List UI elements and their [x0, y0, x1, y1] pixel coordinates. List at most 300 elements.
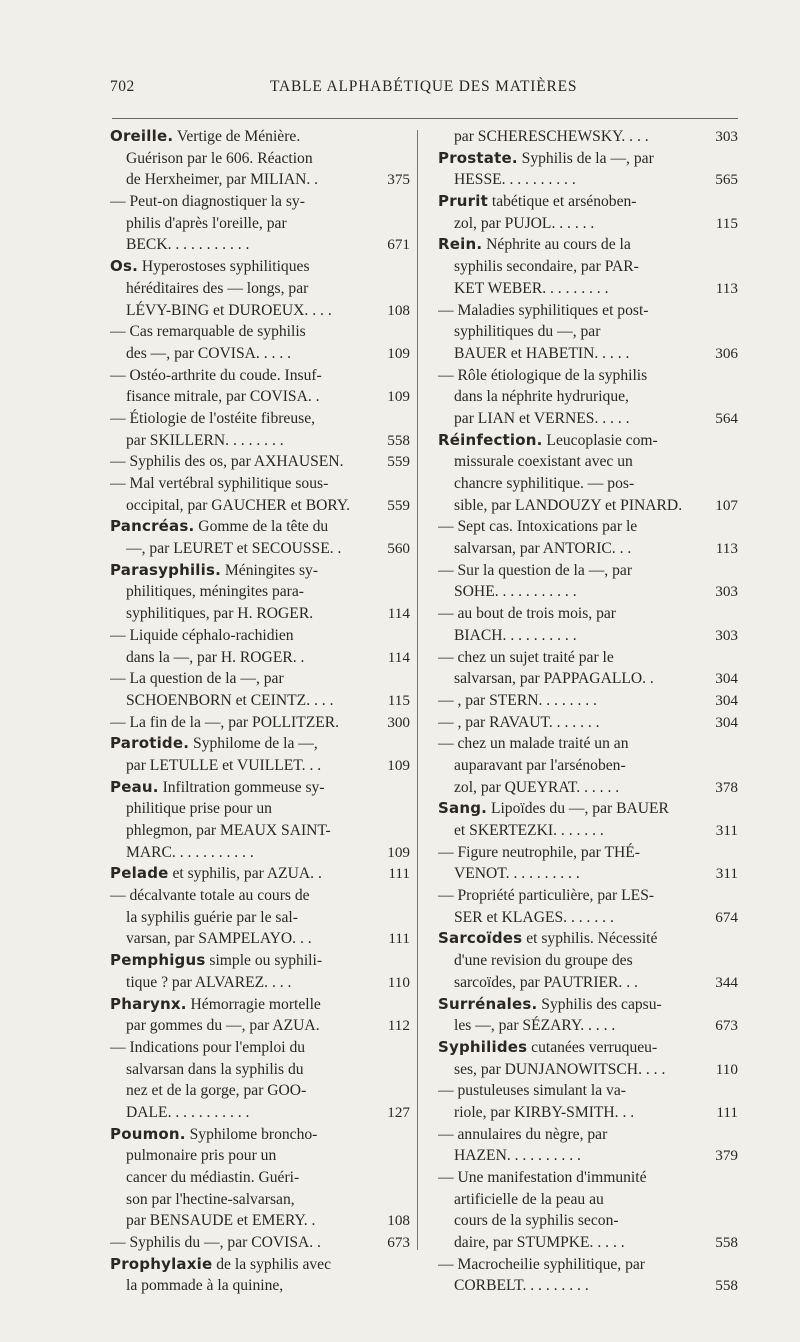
index-entry — [438, 994, 738, 1037]
index-entry — [110, 191, 410, 256]
page-reference: 111 — [388, 930, 410, 948]
index-line — [110, 733, 410, 755]
index-line — [110, 777, 410, 799]
entry-keyword: Syphilides — [438, 1037, 528, 1056]
index-line — [438, 712, 738, 734]
index-line — [438, 560, 738, 582]
page-reference: 379 — [715, 1147, 738, 1165]
index-line — [438, 126, 738, 148]
index-line — [110, 603, 410, 625]
page-reference: 110 — [387, 973, 410, 991]
entry-text: — Propriété particulière, par LES- — [438, 887, 655, 905]
entry-text: —, par LEURET et SECOUSSE. . — [126, 540, 342, 558]
entry-text: zol, par QUEYRAT. . . . . . — [454, 778, 620, 796]
index-line — [438, 516, 738, 538]
index-line — [110, 1015, 410, 1037]
entry-text: SER et KLAGES. . . . . . . — [454, 908, 614, 926]
entry-text: — Sept cas. Intoxications par le — [438, 518, 638, 536]
running-title: TABLE ALPHABÉTIQUE DES MATIÈRES — [270, 78, 578, 95]
index-line — [438, 300, 738, 322]
entry-text: Hémorragie mortelle — [186, 995, 321, 1013]
index-entry — [438, 733, 738, 798]
entry-text: Vertige de Ménière. — [173, 128, 301, 145]
entry-keyword: Os. — [110, 257, 138, 276]
index-entry — [110, 126, 410, 191]
entry-keyword: Prostate. — [438, 148, 518, 167]
entry-text: — Liquide céphalo-rachidien — [110, 626, 294, 644]
index-line — [110, 191, 410, 213]
index-line — [438, 365, 738, 387]
index-entry — [438, 1080, 738, 1123]
index-line — [438, 733, 738, 755]
index-entry — [438, 885, 738, 928]
index-line — [110, 408, 410, 430]
entry-text: BAUER et HABETIN. . . . . — [454, 344, 630, 362]
entry-text: occipital, par GAUCHER et BORY. — [126, 496, 351, 514]
index-line — [110, 386, 410, 408]
index-line — [110, 300, 410, 322]
entry-text: — pustuleuses simulant la va- — [438, 1082, 626, 1100]
entry-text: — au bout de trois mois, par — [438, 605, 617, 623]
index-line — [110, 581, 410, 603]
index-line — [110, 712, 410, 734]
page-reference: 115 — [387, 691, 410, 709]
page-reference: 109 — [387, 843, 410, 861]
index-entry — [110, 451, 410, 473]
entry-text: Infiltration gommeuse sy- — [158, 778, 325, 796]
page-reference: 111 — [716, 1103, 738, 1121]
entry-text: — , par STERN. . . . . . . . — [438, 691, 597, 709]
index-line — [438, 1059, 738, 1081]
index-line — [438, 1232, 738, 1254]
entry-text: par LETULLE et VUILLET. . . — [126, 756, 322, 774]
index-line — [438, 1037, 738, 1059]
entry-text: — Macrocheilie syphilitique, par — [438, 1255, 645, 1273]
index-entry — [110, 712, 410, 734]
index-entry — [438, 234, 738, 299]
entry-keyword: Surrénales. — [438, 994, 538, 1013]
entry-text: VENOT. . . . . . . . . . — [454, 865, 580, 883]
index-line — [110, 256, 410, 278]
index-line — [110, 430, 410, 452]
entry-text: varsan, par SAMPELAYO. . . — [126, 930, 312, 948]
index-line — [438, 1167, 738, 1189]
index-line — [110, 516, 410, 538]
index-entry — [438, 1167, 738, 1254]
entry-text: par gommes du —, par AZUA. — [126, 1017, 320, 1035]
entry-keyword: Poumon. — [110, 1124, 186, 1143]
index-entry — [438, 928, 738, 993]
index-line — [438, 408, 738, 430]
entry-text: les —, par SÉZARY. . . . . — [454, 1017, 616, 1035]
index-line — [438, 755, 738, 777]
entry-text: BIACH. . . . . . . . . . — [454, 626, 577, 644]
entry-text: riole, par KIRBY-SMITH. . . — [454, 1103, 635, 1121]
index-line — [438, 1015, 738, 1037]
entry-text: et SKERTEZKI. . . . . . . — [454, 822, 604, 839]
entry-text: — La fin de la —, par POLLITZER. — [110, 713, 340, 731]
entry-text: — Cas remarquable de syphilis — [110, 323, 306, 341]
entry-text: MARC. . . . . . . . . . . — [126, 843, 254, 861]
entry-text: — Indications pour l'emploi du — [110, 1038, 306, 1056]
index-line — [110, 473, 410, 495]
entry-text: cutanées verruqueu- — [527, 1038, 658, 1056]
index-line — [438, 451, 738, 473]
entry-text: — Syphilis des os, par AXHAUSEN. — [110, 453, 344, 471]
entry-keyword: Pelade — [110, 864, 169, 883]
index-entry — [110, 994, 410, 1037]
page-reference: 559 — [387, 453, 410, 471]
page-reference: 303 — [715, 583, 738, 601]
entry-text: Syphilome broncho- — [185, 1125, 318, 1143]
entry-text: d'une revision du groupe des — [454, 952, 633, 970]
entry-text: par SCHERESCHEWSKY. . . . — [454, 128, 649, 145]
entry-text: Syphilis de la —, par — [517, 149, 654, 167]
index-entry — [438, 712, 738, 734]
index-line — [110, 1275, 410, 1297]
index-line — [110, 1167, 410, 1189]
entry-keyword: Oreille. — [110, 127, 174, 145]
entry-text: Gomme de la tête du — [194, 518, 329, 536]
index-line — [110, 798, 410, 820]
index-line — [438, 1145, 738, 1167]
index-entry — [110, 625, 410, 668]
entry-text: dans la —, par H. ROGER. . — [126, 648, 305, 666]
index-line — [110, 863, 410, 885]
index-entry — [110, 560, 410, 625]
index-entry — [110, 408, 410, 451]
entry-text: par LIAN et VERNES. . . . . — [454, 409, 630, 427]
page-reference: 303 — [715, 128, 738, 145]
entry-text: — La question de la —, par — [110, 670, 284, 688]
index-line — [438, 690, 738, 712]
index-line — [438, 1254, 738, 1276]
page-reference: 558 — [387, 431, 410, 449]
entry-text: — Rôle étiologique de la syphilis — [438, 366, 648, 384]
page-reference: 306 — [715, 344, 738, 362]
index-line — [110, 625, 410, 647]
entry-keyword: Parotide. — [110, 734, 190, 753]
index-entry — [110, 668, 410, 711]
entry-text: et syphilis. Nécessité — [522, 930, 658, 948]
index-line — [438, 234, 738, 256]
entry-text: pulmonaire pris pour un — [126, 1147, 277, 1165]
entry-keyword: Prophylaxie — [110, 1254, 213, 1273]
page-reference: 673 — [715, 1017, 738, 1035]
entry-text: simple ou syphili- — [205, 952, 323, 970]
index-entry — [110, 516, 410, 559]
index-line — [110, 1102, 410, 1124]
entry-text: CORBELT. . . . . . . . . — [454, 1277, 589, 1295]
index-line — [110, 1124, 410, 1146]
index-line — [110, 451, 410, 473]
entry-text: cancer du médiastin. Guéri- — [126, 1169, 300, 1186]
entry-text: par SKILLERN. . . . . . . . — [126, 431, 284, 449]
index-entry — [438, 148, 738, 191]
index-entry — [110, 473, 410, 516]
index-line — [110, 148, 410, 170]
page-reference: 559 — [387, 496, 410, 514]
entry-text: dans la néphrite hydrurique, — [454, 388, 629, 406]
entry-text: philitique prise pour un — [126, 800, 272, 818]
index-entry — [438, 126, 738, 148]
entry-text: — décalvante totale au cours de — [110, 887, 310, 905]
page-reference: 107 — [715, 496, 738, 514]
index-line — [110, 885, 410, 907]
entry-text: BECK. . . . . . . . . . . — [126, 236, 250, 254]
index-entry — [438, 365, 738, 430]
index-line — [110, 1145, 410, 1167]
index-line — [438, 842, 738, 864]
index-line — [438, 581, 738, 603]
entry-text: KET WEBER. . . . . . . . . — [454, 279, 609, 297]
index-entry — [110, 863, 410, 885]
entry-text: de la syphilis avec — [212, 1255, 332, 1273]
index-line — [438, 278, 738, 300]
page-reference: 311 — [715, 865, 738, 883]
index-line — [110, 950, 410, 972]
entry-text: — Sur la question de la —, par — [438, 561, 633, 579]
page-reference: 344 — [715, 973, 738, 991]
index-line — [110, 647, 410, 669]
page-reference: 109 — [387, 344, 410, 362]
index-line — [438, 972, 738, 994]
entry-text: Méningites sy- — [221, 561, 319, 579]
index-line — [110, 1210, 410, 1232]
entry-text: ses, par DUNJANOWITSCH. . . . — [454, 1060, 666, 1078]
entry-keyword: Parasyphilis. — [110, 560, 222, 579]
index-line — [110, 820, 410, 842]
entry-text: Hyperostoses syphilitiques — [137, 258, 310, 276]
index-line — [438, 820, 738, 842]
index-line — [110, 213, 410, 235]
entry-text: — Étiologie de l'ostéite fibreuse, — [110, 409, 316, 427]
entry-text: la syphilis guérie par le sal- — [126, 908, 298, 926]
left-column — [110, 126, 410, 1297]
entry-keyword: Sang. — [438, 799, 488, 818]
page-reference: 112 — [387, 1017, 410, 1035]
index-line — [110, 668, 410, 690]
entry-text: la pommade à la quinine, — [126, 1277, 284, 1295]
page-reference: 378 — [715, 778, 738, 796]
entry-text: SOHE. . . . . . . . . . . — [454, 583, 577, 601]
index-entry — [438, 560, 738, 603]
entry-text: missurale coexistant avec un — [454, 453, 633, 471]
index-line — [110, 278, 410, 300]
index-line — [438, 603, 738, 625]
page-reference: 304 — [715, 670, 738, 688]
index-entry — [110, 256, 410, 321]
page-number: 702 — [110, 78, 135, 95]
entry-keyword: Pancréas. — [110, 517, 195, 536]
index-line — [110, 1254, 410, 1276]
index-entry — [438, 603, 738, 646]
entry-text: — Mal vertébral syphilitique sous- — [110, 475, 329, 492]
entry-keyword: Pharynx. — [110, 994, 187, 1013]
index-line — [438, 907, 738, 929]
index-entry — [438, 1124, 738, 1167]
index-line — [438, 343, 738, 365]
entry-text: sible, par LANDOUZY et PINARD. — [454, 496, 683, 514]
index-line — [110, 321, 410, 343]
index-line — [110, 972, 410, 994]
entry-text: — Une manifestation d'immunité — [438, 1169, 647, 1186]
index-line — [438, 863, 738, 885]
index-line — [110, 495, 410, 517]
index-line — [438, 777, 738, 799]
running-header — [110, 78, 730, 98]
index-entry — [438, 1037, 738, 1080]
page-reference: 304 — [715, 691, 738, 709]
entry-text: syphilitiques du —, par — [454, 323, 601, 341]
page-reference: 303 — [715, 626, 738, 644]
page-reference: 560 — [387, 540, 410, 558]
page-reference: 114 — [387, 605, 410, 623]
entry-text: auparavant par l'arsénoben- — [454, 756, 626, 774]
entry-text: philis d'après l'oreille, par — [126, 214, 287, 232]
entry-text: chancre syphilitique. — pos- — [454, 475, 635, 492]
page-reference: 108 — [387, 1212, 410, 1230]
header-rule — [112, 118, 738, 119]
entry-keyword: Sarcoïdes — [438, 929, 523, 948]
index-entry — [110, 365, 410, 408]
index-line — [110, 907, 410, 929]
entry-text: Néphrite au cours de la — [482, 236, 631, 254]
index-line — [438, 495, 738, 517]
entry-text: — , par RAVAUT. . . . . . . — [438, 713, 600, 731]
entry-text: cours de la syphilis secon- — [454, 1212, 619, 1230]
index-entry — [110, 1232, 410, 1254]
entry-text: salvarsan, par ANTORIC. . . — [454, 540, 632, 558]
index-entry — [438, 1254, 738, 1297]
entry-text: DALE. . . . . . . . . . . — [126, 1103, 250, 1121]
index-line — [110, 234, 410, 256]
index-line — [438, 321, 738, 343]
index-entry — [438, 300, 738, 365]
index-line — [110, 690, 410, 712]
index-line — [438, 1080, 738, 1102]
index-line — [438, 625, 738, 647]
page-reference: 558 — [715, 1234, 738, 1252]
index-line — [110, 343, 410, 365]
index-entry — [438, 516, 738, 559]
index-entry — [438, 842, 738, 885]
index-line — [438, 169, 738, 191]
entry-text: — Maladies syphilitiques et post- — [438, 301, 649, 319]
entry-keyword: Réinfection. — [438, 430, 543, 449]
index-entry — [438, 430, 738, 517]
index-line — [438, 668, 738, 690]
entry-text: tique ? par ALVAREZ. . . . — [126, 973, 292, 991]
entry-text: de Herxheimer, par MILIAN. . — [126, 171, 319, 189]
page-reference: 671 — [387, 236, 410, 254]
entry-text: tabétique et arsénoben- — [487, 193, 637, 211]
page-reference: 311 — [715, 822, 738, 839]
page-reference: 110 — [715, 1060, 738, 1078]
entry-text: — chez un malade traité un an — [438, 735, 629, 753]
right-column — [438, 126, 738, 1297]
page-reference: 304 — [715, 713, 738, 731]
index-line — [438, 994, 738, 1016]
page-reference: 115 — [715, 214, 738, 232]
page-reference: 300 — [387, 713, 410, 731]
page-reference: 127 — [387, 1103, 410, 1121]
index-line — [110, 126, 410, 148]
entry-text: daire, par STUMPKE. . . . . — [454, 1234, 625, 1252]
index-line — [110, 365, 410, 387]
index-line — [438, 928, 738, 950]
index-line — [110, 1080, 410, 1102]
page-reference: 375 — [387, 171, 410, 189]
entry-text: fisance mitrale, par COVISA. . — [126, 388, 320, 406]
entry-text: des —, par COVISA. . . . . — [126, 344, 292, 362]
page-reference: 565 — [715, 171, 738, 189]
index-line — [438, 148, 738, 170]
index-line — [110, 169, 410, 191]
index-entry — [110, 1037, 410, 1124]
entry-text: Lipoïdes du —, par BAUER — [487, 800, 669, 818]
entry-text: salvarsan, par PAPPAGALLO. . — [454, 670, 654, 688]
index-entry — [110, 777, 410, 864]
index-line — [438, 647, 738, 669]
page-reference: 113 — [715, 540, 738, 558]
index-entry — [438, 647, 738, 690]
index-line — [438, 213, 738, 235]
entry-keyword: Rein. — [438, 235, 483, 254]
entry-text: — chez un sujet traité par le — [438, 648, 614, 666]
entry-text: — Figure neutrophile, par THÉ- — [438, 843, 640, 861]
index-line — [110, 560, 410, 582]
page-reference: 558 — [715, 1277, 738, 1295]
index-entry — [438, 798, 738, 841]
index-line — [110, 994, 410, 1016]
index-line — [110, 1037, 410, 1059]
index-line — [438, 1102, 738, 1124]
entry-text: Guérison par le 606. Réaction — [126, 149, 313, 167]
index-line — [438, 538, 738, 560]
page-reference: 673 — [387, 1234, 410, 1252]
index-line — [438, 950, 738, 972]
index-line — [438, 1275, 738, 1297]
entry-keyword: Prurit — [438, 192, 488, 211]
index-line — [110, 1189, 410, 1211]
entry-text: nez et de la gorge, par GOO- — [126, 1082, 307, 1100]
entry-keyword: Peau. — [110, 777, 159, 796]
index-entry — [110, 885, 410, 950]
index-entry — [110, 733, 410, 776]
index-entry — [110, 950, 410, 993]
entry-text: par BENSAUDE et EMERY. . — [126, 1212, 316, 1230]
index-line — [438, 386, 738, 408]
page-reference: 111 — [388, 865, 410, 883]
entry-text: HAZEN. . . . . . . . . . — [454, 1147, 581, 1165]
entry-text: syphilis secondaire, par PAR- — [454, 258, 639, 276]
entry-text: syphilitiques, par H. ROGER. — [126, 605, 314, 623]
entry-text: LÉVY-BING et DUROEUX. . . . — [126, 301, 332, 319]
index-line — [110, 1059, 410, 1081]
page-reference: 109 — [387, 388, 410, 406]
index-line — [110, 1232, 410, 1254]
index-line — [110, 538, 410, 560]
entry-text: — Ostéo-arthrite du coude. Insuf- — [110, 366, 322, 384]
index-line — [438, 798, 738, 820]
page-reference: 114 — [387, 648, 410, 666]
entry-text: philitiques, méningites para- — [126, 583, 304, 601]
index-line — [438, 1189, 738, 1211]
index-line — [110, 842, 410, 864]
entry-text: SCHOENBORN et CEINTZ. . . . — [126, 691, 334, 709]
entry-text: — Syphilis du —, par COVISA. . — [110, 1234, 321, 1252]
